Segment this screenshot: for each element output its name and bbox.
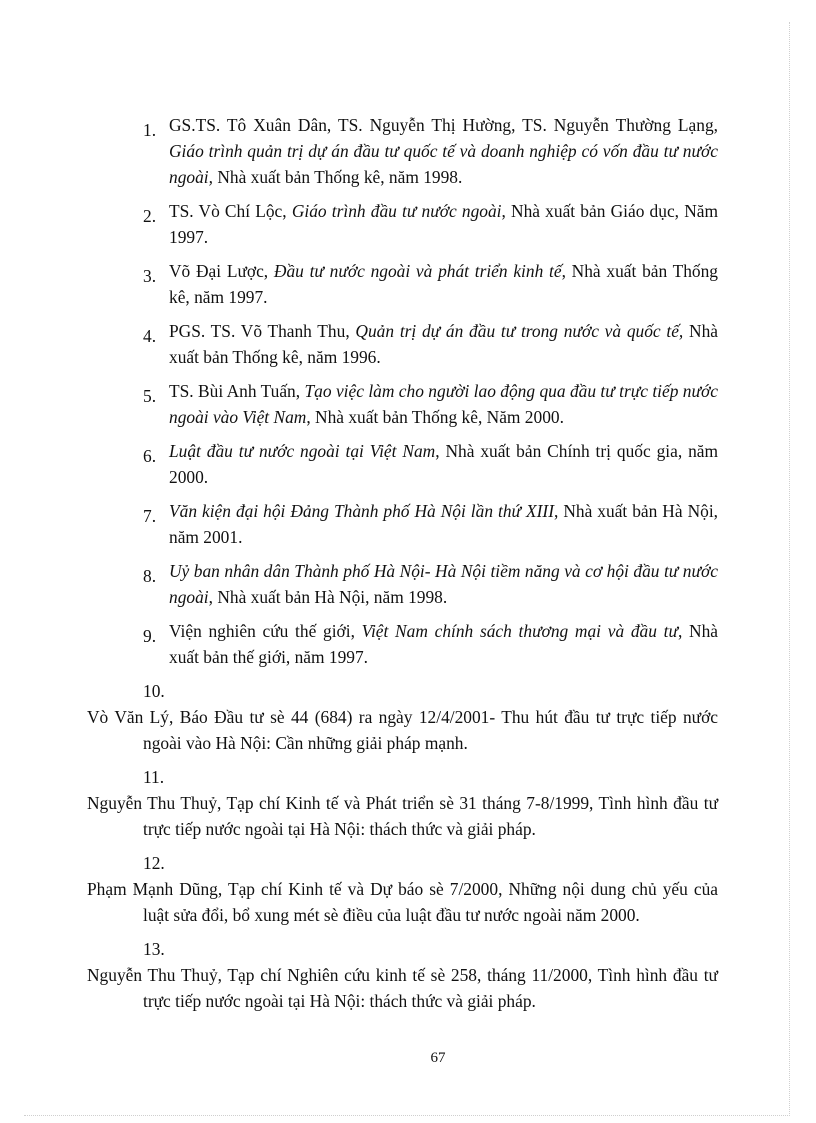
reference-title: Văn kiện đại hội Đảng Thành phố Hà Nội lần thứ XIII: [169, 501, 555, 521]
reference-item: [143, 558, 718, 610]
reference-number: 9.: [143, 626, 157, 646]
reference-detail: Nhà xuất bản Thống kê, năm 1996.: [169, 321, 719, 367]
reference-detail: , Nhà xuất bản Hà Nội, năm 2001.: [169, 501, 719, 547]
reference-item: [87, 850, 718, 928]
reference-title: Quản trị dự án đầu tư trong nước và quốc tế,: [355, 321, 684, 341]
reference-item: [143, 498, 718, 550]
reference-detail: Võ Đại Lược,: [169, 261, 274, 281]
reference-number: 12.: [143, 853, 165, 873]
reference-text: [169, 321, 718, 367]
reference-number: 6.: [143, 446, 157, 466]
reference-number: 10.: [143, 681, 165, 701]
reference-number: 13.: [143, 939, 165, 959]
reference-item: [87, 764, 718, 842]
reference-detail: GS.TS. Tô Xuân Dân, TS. Nguyễn Thị Hường, TS. Nguyễn Thường Lạng,: [169, 115, 718, 135]
reference-text: [87, 876, 718, 928]
reference-detail: , Nhà xuất bản thế giới, năm 1997.: [169, 621, 718, 667]
reference-item: [143, 618, 718, 670]
reference-item: [143, 318, 718, 370]
reference-number: 4.: [143, 326, 157, 346]
reference-item: [87, 678, 718, 756]
reference-text: [87, 704, 718, 756]
reference-title: Giáo trình đầu tư nước ngoài: [291, 201, 502, 221]
reference-text: [169, 381, 718, 427]
reference-detail: , Nhà xuất bản Thống kê, năm 1997.: [169, 261, 719, 307]
reference-title: Tạo việc làm cho người lao động qua đầu tư trực tiếp nước ngoài vào Việt Nam: [169, 381, 718, 427]
reference-number: 1.: [143, 120, 157, 140]
reference-detail: Vò Văn Lý, Báo Đầu tư sè 44 (684) ra ngày 12/4/2001- Thu hút đầu tư trực tiếp nước ngoài vào Hà Nội: Cần những giải pháp mạnh.: [87, 707, 718, 753]
reference-title: Việt Nam chính sách thương mại và đầu tư: [361, 621, 678, 641]
reference-text: [87, 962, 718, 1014]
reference-detail: Phạm Mạnh Dũng, Tạp chí Kinh tế và Dự báo sè 7/2000, Những nội dung chủ yếu của luật sửa đổi, bổ xung mét sè điều của luật đầu tư nước ngoài năm 2000.: [87, 879, 718, 925]
reference-text: [169, 441, 718, 487]
reference-detail: Viện nghiên cứu thế giới,: [169, 621, 362, 641]
reference-detail: , Nhà xuất bản Giáo dục, Năm 1997.: [169, 201, 718, 247]
reference-text: [87, 790, 718, 842]
reference-number: 8.: [143, 566, 157, 586]
reference-item: [143, 258, 718, 310]
reference-detail: PGS. TS. Võ Thanh Thu,: [169, 321, 356, 341]
reference-detail: Nguyễn Thu Thuỷ, Tạp chí Kinh tế và Phát triển sè 31 tháng 7-8/1999, Tình hình đầu tư trực tiếp nước ngoài tại Hà Nội: thách thức và giải pháp.: [87, 793, 718, 839]
reference-text: [169, 261, 718, 307]
page-number: 67: [430, 1050, 446, 1066]
reference-detail: , Nhà xuất bản Hà Nội, năm 1998.: [208, 587, 448, 607]
reference-number: 5.: [143, 386, 157, 406]
reference-title: Giáo trình quản trị dự án đầu tư quốc tế và doanh nghiệp có vốn đầu tư nước ngoài,: [169, 141, 718, 187]
reference-item: [143, 112, 718, 190]
reference-detail: Nguyễn Thu Thuỷ, Tạp chí Nghiên cứu kinh tế sè 258, tháng 11/2000, Tình hình đầu tư trực tiếp nước ngoài tại Hà Nội: thách thức và giải pháp.: [87, 965, 718, 1011]
reference-number: 2.: [143, 206, 157, 226]
reference-title: Uỷ ban nhân dân Thành phố Hà Nội- Hà Nội tiềm năng và cơ hội đầu tư nước ngoài: [169, 561, 718, 607]
reference-number: 7.: [143, 506, 157, 526]
reference-title: Đầu tư nước ngoài và phát triển kinh tế: [273, 261, 562, 281]
reference-detail: , Nhà xuất bản Chính trị quốc gia, năm 2000.: [169, 441, 719, 487]
reference-number: 3.: [143, 266, 157, 286]
reference-detail: TS. Bùi Anh Tuấn,: [169, 381, 305, 401]
reference-item: [143, 198, 718, 250]
reference-text: [169, 621, 718, 667]
reference-item: [143, 438, 718, 490]
reference-text: [169, 501, 718, 547]
reference-detail: , Nhà xuất bản Thống kê, Năm 2000.: [306, 407, 564, 427]
reference-text: [169, 201, 718, 247]
reference-detail: Nhà xuất bản Thống kê, năm 1998.: [212, 167, 463, 187]
reference-list: [87, 112, 719, 1022]
reference-text: [169, 561, 718, 607]
reference-title: Luật đầu tư nước ngoài tại Việt Nam: [169, 441, 436, 461]
reference-text: [169, 115, 718, 187]
reference-detail: TS. Vò Chí Lộc,: [169, 201, 292, 221]
reference-item: [87, 936, 718, 1014]
reference-number: 11.: [143, 767, 165, 787]
reference-item: [143, 378, 718, 430]
